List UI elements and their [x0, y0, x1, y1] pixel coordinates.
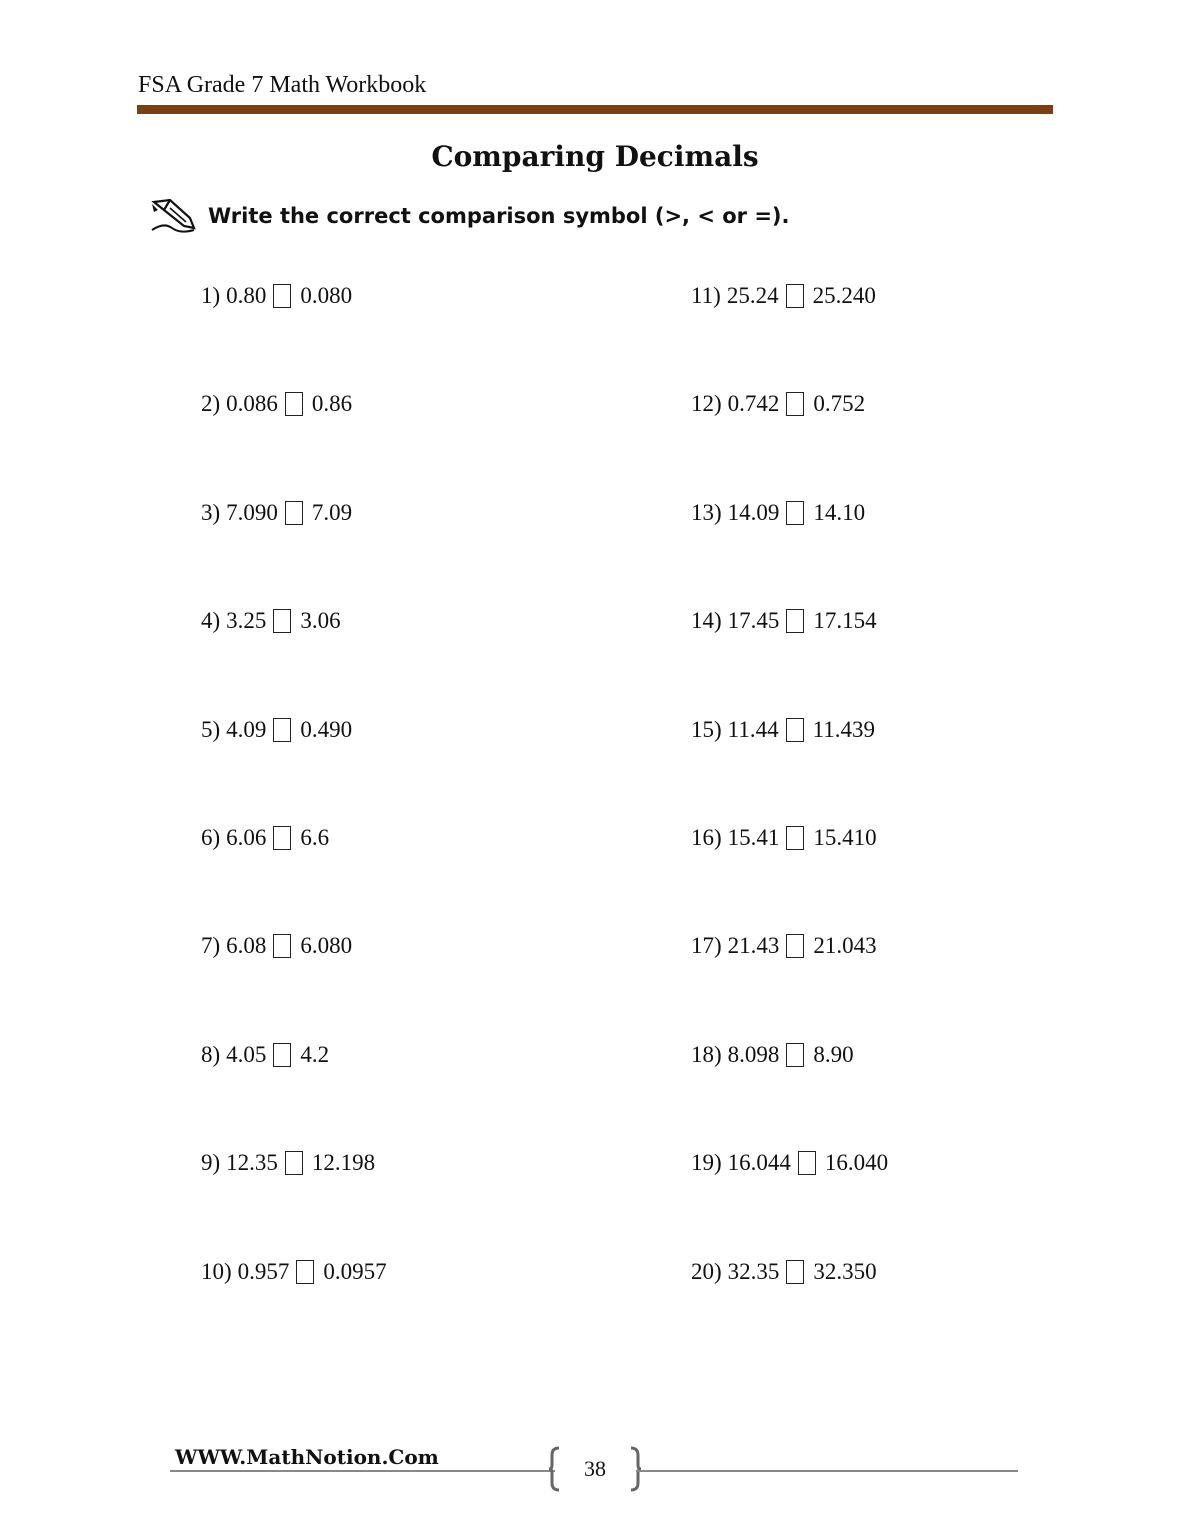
problem-item [691, 715, 875, 745]
second-value: 21.043 [813, 933, 877, 959]
problem-item [691, 1040, 854, 1070]
answer-box[interactable] [786, 609, 804, 633]
second-value: 14.10 [813, 499, 866, 525]
first-value: 6.06 [226, 825, 267, 850]
answer-box[interactable] [786, 501, 804, 525]
first-value: 7.090 [226, 499, 278, 525]
problem-number: 7) [201, 933, 221, 959]
problem-item [201, 823, 329, 853]
answer-box[interactable] [798, 1151, 816, 1175]
second-value: 25.240 [812, 283, 876, 308]
problem-item [691, 1148, 888, 1178]
page-title: Comparing Decimals [431, 140, 759, 173]
first-value: 16.044 [727, 1150, 791, 1176]
first-value: 25.24 [726, 283, 779, 308]
answer-box[interactable] [786, 934, 804, 958]
answer-box[interactable] [786, 1260, 804, 1284]
problem-item [201, 1040, 329, 1070]
problem-number: 1) [201, 283, 221, 308]
second-value: 17.154 [813, 608, 877, 634]
first-value: 0.80 [226, 283, 267, 308]
answer-box[interactable] [285, 392, 303, 416]
problem-item [201, 281, 352, 311]
second-value: 15.410 [813, 825, 877, 850]
right-bracket-icon [628, 1446, 642, 1492]
second-value: 3.06 [300, 608, 341, 634]
footer-site: WWW.MathNotion.Com [175, 1445, 439, 1469]
problem-number: 18) [691, 1041, 722, 1067]
first-value: 32.35 [727, 1258, 780, 1284]
problem-number: 15) [691, 716, 722, 742]
first-value: 15.41 [727, 825, 780, 850]
answer-box[interactable] [273, 284, 291, 308]
pencil-writing-icon [150, 198, 196, 234]
answer-box[interactable] [786, 1043, 804, 1067]
problem-item [201, 715, 352, 745]
second-value: 7.09 [311, 499, 353, 525]
answer-box[interactable] [273, 718, 291, 742]
second-value: 4.2 [300, 1041, 330, 1067]
second-value: 16.040 [824, 1150, 889, 1176]
problem-number: 8) [201, 1041, 221, 1067]
problem-number: 2) [201, 391, 221, 417]
first-value: 0.742 [727, 391, 780, 417]
answer-box[interactable] [786, 392, 804, 416]
answer-box[interactable] [273, 609, 291, 633]
answer-box[interactable] [786, 284, 804, 308]
first-value: 14.09 [727, 499, 780, 525]
problem-number: 20) [691, 1258, 722, 1284]
first-value: 0.957 [237, 1258, 290, 1284]
problem-item [201, 606, 341, 636]
first-value: 3.25 [226, 608, 267, 634]
second-value: 0.080 [300, 283, 353, 308]
second-value: 12.198 [311, 1150, 376, 1176]
answer-box[interactable] [273, 934, 291, 958]
second-value: 0.490 [300, 716, 353, 742]
problem-number: 4) [201, 608, 221, 634]
second-value: 0.752 [813, 391, 866, 417]
answer-box[interactable] [786, 718, 804, 742]
second-value: 8.90 [813, 1041, 854, 1067]
second-value: 6.6 [300, 825, 330, 850]
answer-box[interactable] [786, 826, 804, 850]
problem-number: 10) [201, 1258, 232, 1284]
problem-number: 5) [201, 716, 221, 742]
problem-item [201, 498, 352, 528]
problem-item [691, 281, 876, 311]
problem-number: 3) [201, 499, 221, 525]
first-value: 21.43 [727, 933, 780, 959]
second-value: 0.86 [311, 391, 353, 417]
second-value: 6.080 [300, 933, 353, 959]
footer-line-left [170, 1470, 555, 1472]
problem-item [201, 1257, 387, 1287]
problem-item [201, 389, 352, 419]
first-value: 12.35 [226, 1150, 278, 1176]
left-bracket-icon [548, 1446, 562, 1492]
answer-box[interactable] [273, 826, 291, 850]
first-value: 0.086 [226, 391, 278, 417]
problem-item [201, 1148, 375, 1178]
problem-number: 16) [691, 825, 722, 850]
problem-item [691, 1257, 877, 1287]
header-rule [137, 105, 1053, 114]
problem-item [691, 498, 865, 528]
first-value: 17.45 [727, 608, 780, 634]
problem-number: 19) [691, 1150, 722, 1176]
second-value: 0.0957 [323, 1258, 387, 1284]
problem-number: 14) [691, 608, 722, 634]
answer-box[interactable] [273, 1043, 291, 1067]
answer-box[interactable] [285, 1151, 303, 1175]
problem-item [691, 606, 877, 636]
problem-number: 11) [691, 283, 721, 308]
problem-item [691, 389, 865, 419]
second-value: 11.439 [812, 716, 875, 742]
second-value: 32.350 [813, 1258, 877, 1284]
problem-item [691, 931, 877, 961]
first-value: 4.09 [226, 716, 267, 742]
instruction [150, 198, 790, 234]
problem-number: 17) [691, 933, 722, 959]
first-value: 6.08 [226, 933, 267, 959]
problem-number: 6) [201, 825, 221, 850]
problem-item [201, 931, 352, 961]
problem-number: 9) [201, 1150, 221, 1176]
problem-item [691, 823, 877, 853]
first-value: 11.44 [727, 716, 779, 742]
page-number: 38 [584, 1456, 606, 1481]
header-title: FSA Grade 7 Math Workbook [138, 72, 427, 98]
footer-line-right [636, 1470, 1018, 1472]
instruction-text: Write the correct comparison symbol (>, < or =). [208, 204, 790, 228]
answer-box[interactable] [285, 501, 303, 525]
first-value: 8.098 [727, 1041, 780, 1067]
first-value: 4.05 [226, 1041, 267, 1067]
problem-number: 12) [691, 391, 722, 417]
problem-number: 13) [691, 499, 722, 525]
answer-box[interactable] [296, 1260, 314, 1284]
